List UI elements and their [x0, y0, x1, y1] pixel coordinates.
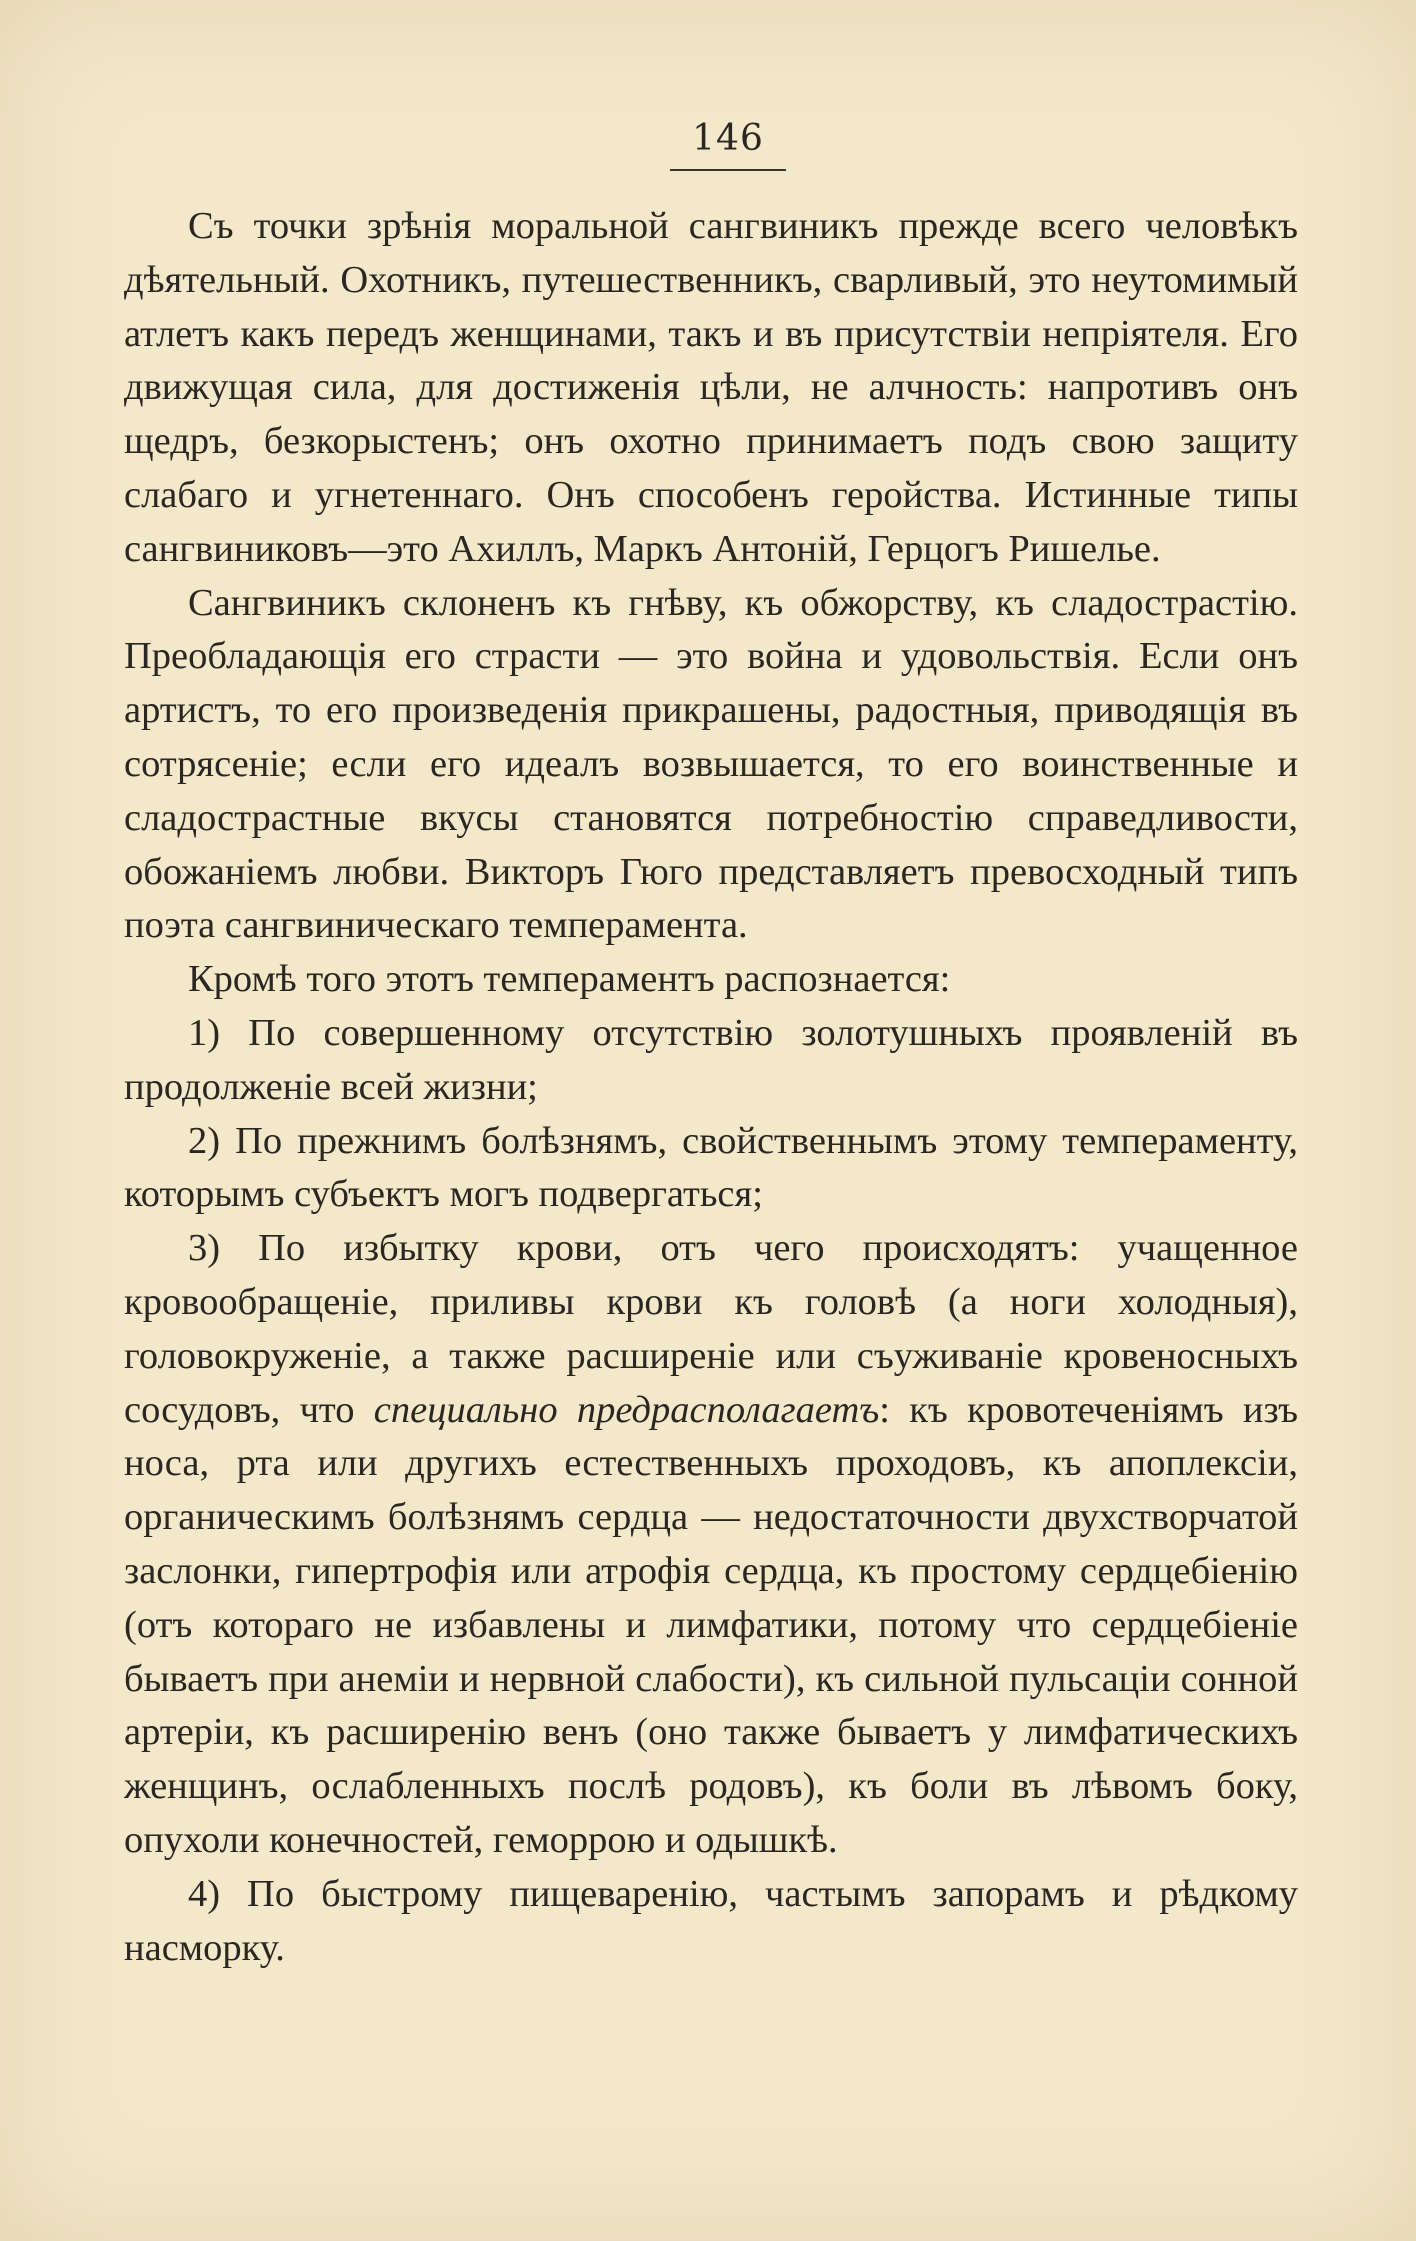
list-item-3 — [124, 1222, 1298, 1868]
paragraph-recognition-intro: Кромѣ того этотъ темпераментъ распознается: — [188, 958, 951, 1001]
list-item-3-text-end: : къ кровотеченіямъ изъ носа, рта или другихъ естественныхъ проходовъ, къ апоплексіи, органическимъ болѣзнямъ сердца — недостаточности двухстворчатой заслонки, гипертрофія или атрофія сердца, къ простому сердцебіенію (отъ котораго не избавлены и лимфатики, потому что сердцебіеніе бываетъ при анеміи и нервной слабости), къ сильной пульсаціи сонной артеріи, къ расширенію венъ (оно также бываетъ у лимфатическихъ женщинъ, ослабленныхъ послѣ родовъ), къ боли въ лѣвомъ боку, опухоли конечностей, геморрою и одышкѣ. — [124, 1388, 1298, 1861]
paragraph-moral-view: Съ точки зрѣнія моральной сангвиникъ прежде всего человѣкъ дѣятельный. Охотникъ, путешественникъ, сварливый, это неутомимый атлетъ какъ передъ женщинами, такъ и въ присутствіи непріятеля. Его движущая сила, для достиженія цѣли, не алчность: напротивъ онъ щедръ, безкорыстенъ; онъ охотно принимаетъ подъ свою защиту слабаго и угнетеннаго. Онъ способенъ геройства. Истинные типы сангвиниковъ—это Ахиллъ, Маркъ Антоній, Герцогъ Ришелье. — [124, 205, 1298, 570]
list-item-3-italic-phrase: специально предрасполагаетъ — [373, 1388, 880, 1431]
list-item-3-text-start: 3) По избытку крови, отъ чего происходятъ: учащенное кровообращеніе, приливы крови къ головѣ (а ноги холодныя), головокруженіе, а также расширеніе или съуживаніе кровеносныхъ сосудовъ, что — [124, 1227, 1298, 1431]
list-item-4: 4) По быстрому пищеваренію, частымъ запорамъ и рѣдкому насморку. — [124, 1872, 1298, 1969]
page-number: 146 — [670, 118, 786, 171]
list-item-1: 1) По совершенному отсутствію золотушныхъ проявленій въ продолженіе всей жизни; — [124, 1011, 1298, 1108]
paragraph-passions: Сангвиникъ склоненъ къ гнѣву, къ обжорству, къ сладострастію. Преобладающія его страсти — это война и удовольствія. Если онъ артистъ, то его произведенія прикрашены, радостныя, приводящія въ сотрясеніе; если его идеалъ возвышается, то его воинственные и сладострастные вкусы становятся потребностію справедливости, обожаніемъ любви. Викторъ Гюго представляетъ превосходный типъ поэта сангвиническаго темперамента. — [124, 581, 1298, 947]
list-item-2: 2) По прежнимъ болѣзнямъ, свойственнымъ этому темпераменту, которымъ субъектъ могъ подвергаться; — [124, 1119, 1298, 1216]
text-body — [124, 200, 1298, 1975]
